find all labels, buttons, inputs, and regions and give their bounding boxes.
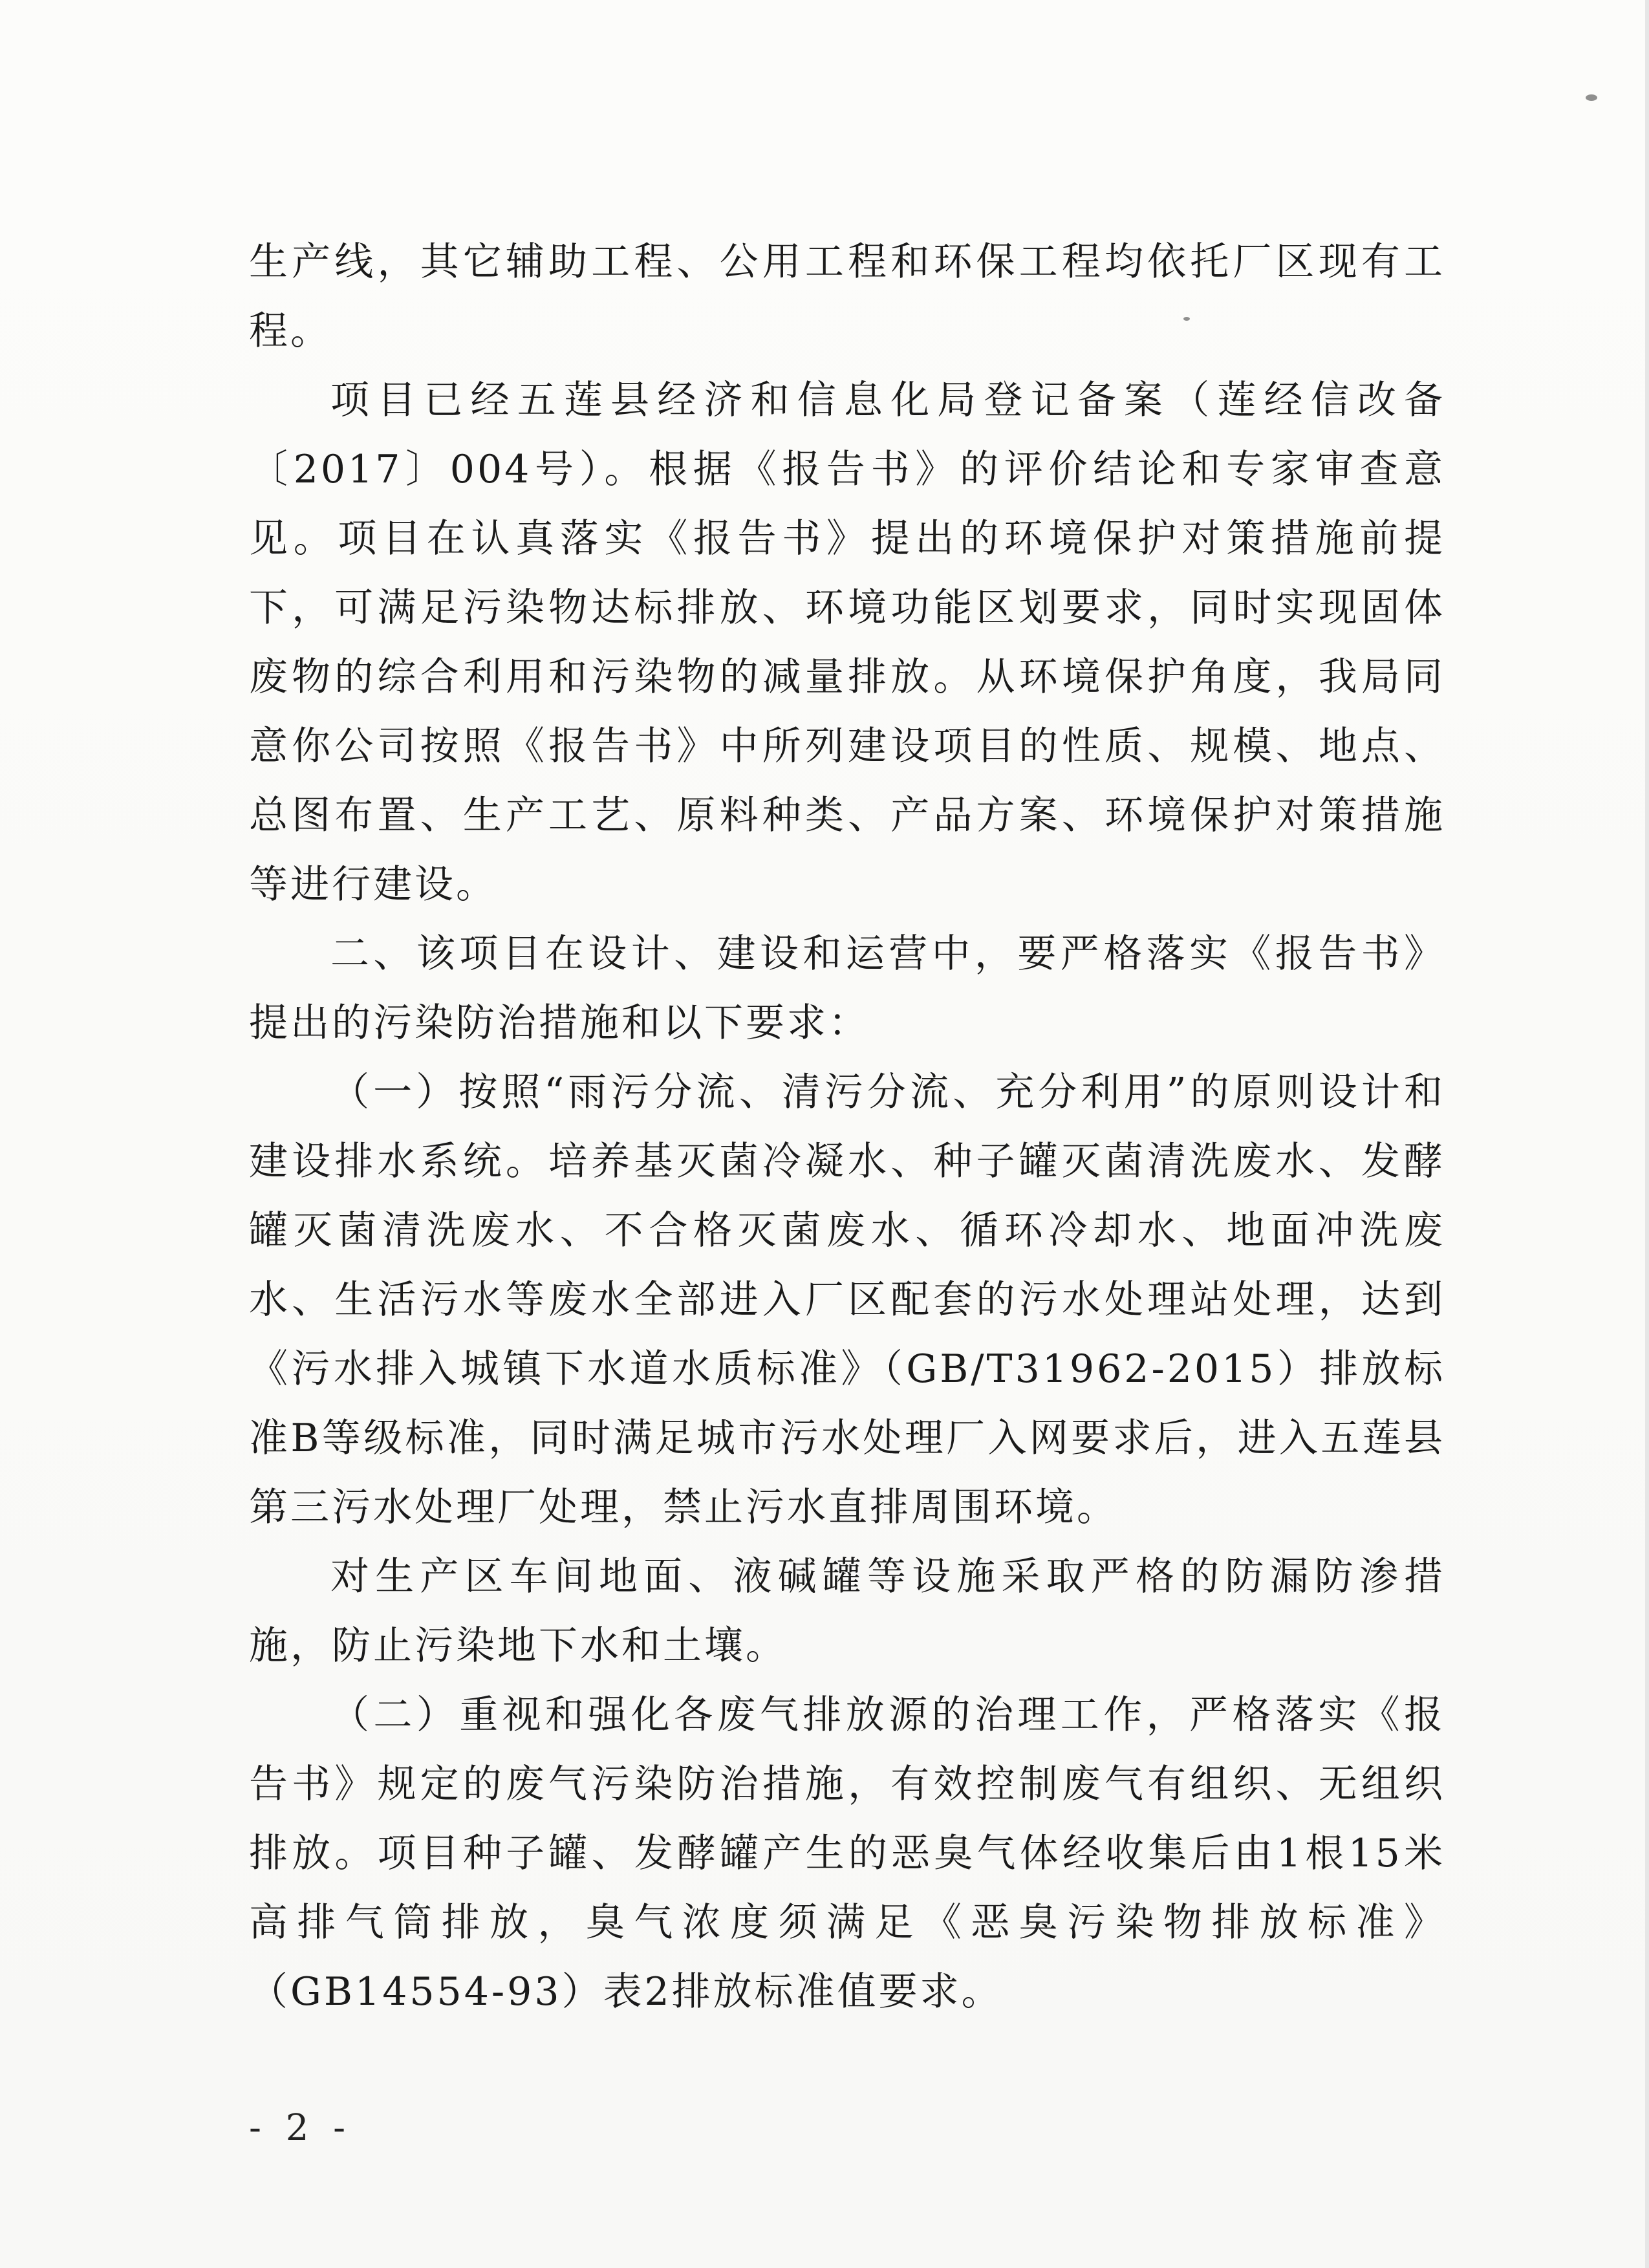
- paragraph-item-two-exhaust-gas: （二）重视和强化各废气排放源的治理工作，严格落实《报告书》规定的废气污染防治措施，有效控制废气有组织、无组织排放。项目种子罐、发酵罐产生的恶臭气体经收集后由1根15米高排气筒排放，臭气浓度须满足《恶臭污染物排放标准》（GB14554-93）表2排放标准值要求。: [249, 1692, 1445, 2014]
- paragraph-section-two-heading: 二、该项目在设计、建设和运营中，要严格落实《报告书》提出的污染防治措施和以下要求：: [249, 931, 1445, 1046]
- paragraph-anti-seepage: 对生产区车间地面、液碱罐等设施采取严格的防漏防渗措施，防止污染地下水和土壤。: [249, 1554, 1445, 1669]
- paragraph-continuation: 生产线，其它辅助工程、公用工程和环保工程均依托厂区现有工程。: [249, 239, 1445, 354]
- scan-speck: [1586, 94, 1597, 101]
- paragraph-project-registration: 项目已经五莲县经济和信息化局登记备案（莲经信改备〔2017〕004号）。根据《报告书》的评价结论和专家审查意见。项目在认真落实《报告书》提出的环境保护对策措施前提下，可满足污染物达标排放、环境功能区划要求，同时实现固体废物的综合利用和污染物的减量排放。从环境保护角度，我局同意你公司按照《报告书》中所列建设项目的性质、规模、地点、总图布置、生产工艺、原料种类、产品方案、环境保护对策措施等进行建设。: [249, 378, 1445, 907]
- document-body: [249, 228, 1445, 2027]
- page-edge: [1645, 0, 1649, 2268]
- paragraph-item-one-drainage: （一）按照“雨污分流、清污分流、充分利用”的原则设计和建设排水系统。培养基灭菌冷凝水、种子罐灭菌清洗废水、发酵罐灭菌清洗废水、不合格灭菌废水、循环冷却水、地面冲洗废水、生活污水等废水全部进入厂区配套的污水处理站处理，达到《污水排入城镇下水道水质标准》（GB/T31962-2015）排放标准B等级标准，同时满足城市污水处理厂入网要求后，进入五莲县第三污水处理厂处理，禁止污水直排周围环境。: [249, 1070, 1445, 1530]
- page-number: - 2 -: [249, 2107, 352, 2149]
